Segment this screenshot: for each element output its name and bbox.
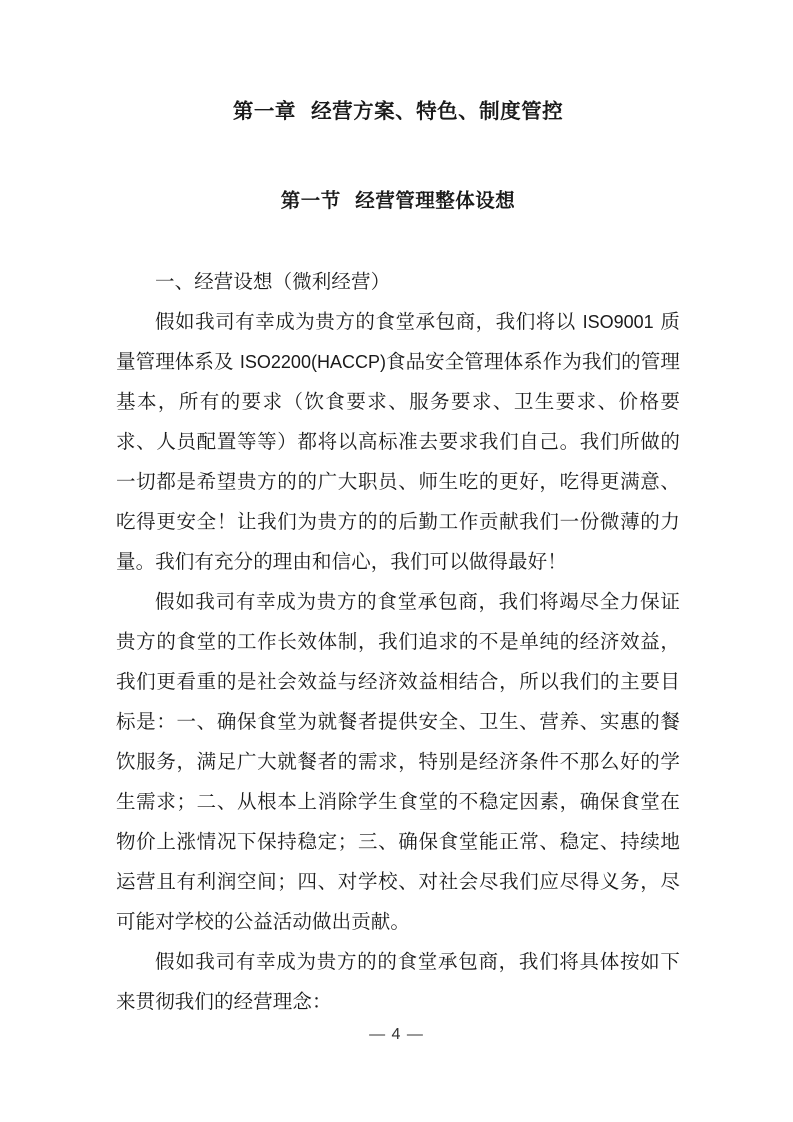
chapter-title: 第一章 经营方案、特色、制度管控 [232,99,564,123]
paragraph-list [116,302,680,1022]
body-paragraph [116,582,680,942]
body-paragraph [116,302,680,582]
cjk-text-run: 假如我司有幸成为贵方的的食堂承包商，我们将具体按如下来贯彻我们的经营理念： [116,949,680,1013]
page-content [116,0,680,1022]
cjk-text-run: 食品安全管理体系作为我们的管理基本，所有的要求（饮食要求、服务要求、卫生要求、价格要求、人员配置等等）都将以高标准去要求我们自己。我们所做的一切都是希望贵方的的广大职员、师生吃的更好，吃得更满意、吃得更安全！让我们为贵方的的后勤工作贡献我们一份微薄的力量。我们有充分的理由和信心，我们可以做得最好！ [116,349,680,573]
body-text-block [116,214,680,1022]
latin-text-run: ISO2200(HACCP) [239,351,386,372]
body-paragraph [116,942,680,1022]
sub-heading-one: 一、经营设想（微利经营） [155,269,391,293]
section-title: 第一节 经营管理整体设想 [280,188,516,212]
cjk-text-run: 假如我司有幸成为贵方的食堂承包商，我们将以 [155,309,583,333]
latin-text-run: ISO9001 [582,311,654,332]
page-number-footer: — 4 — [369,1026,424,1043]
cjk-text-run: 质量管理体系及 [116,309,680,373]
cjk-text-run: 假如我司有幸成为贵方的食堂承包商，我们将竭尽全力保证贵方的食堂的工作长效体制，我们追求的不是单纯的经济效益，我们更看重的是社会效益与经济效益相结合，所以我们的主要目标是：一、确保食堂为就餐者提供安全、卫生、营养、实惠的餐饮服务，满足广大就餐者的需求，特别是经济条件不那么好的学生需求；二、从根本上消除学生食堂的不稳定因素，确保食堂在物价上涨情况下保持稳定；三、确保食堂能正常、稳定、持续地运营且有利润空间；四、对学校、对社会尽我们应尽得义务，尽可能对学校的公益活动做出贡献。 [116,589,680,933]
